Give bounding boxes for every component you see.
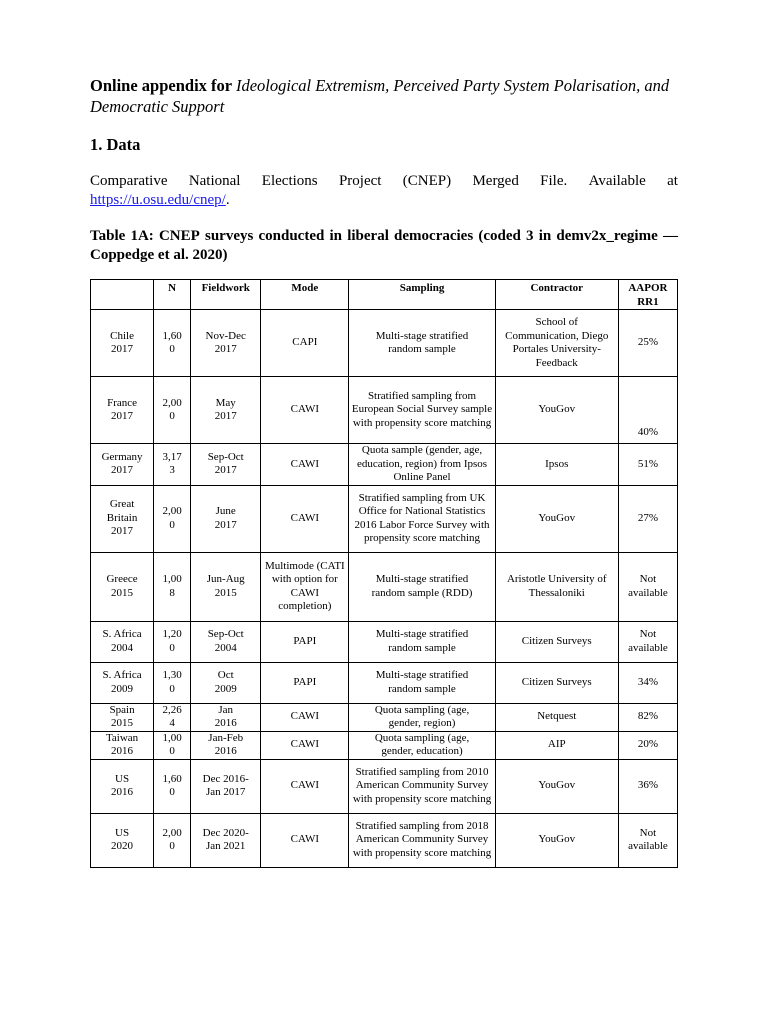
table-row <box>91 310 678 377</box>
cell-country: France 2017 <box>91 377 154 444</box>
table-caption <box>90 227 678 265</box>
cell-aapor: 25% <box>618 310 677 377</box>
cell-contractor: Ipsos <box>495 444 618 486</box>
header-contractor: Contractor <box>495 280 618 310</box>
cell-sampling: Multi-stage stratified random sample <box>349 621 495 662</box>
cell-country: US 2016 <box>91 759 154 813</box>
cell-mode: PAPI <box>261 662 349 703</box>
cell-contractor: YouGov <box>495 377 618 444</box>
cell-fieldwork: Sep-Oct 2017 <box>191 444 261 486</box>
cell-country: Greece 2015 <box>91 552 154 621</box>
data-source-word: at <box>667 173 678 189</box>
table-row <box>91 377 678 444</box>
caption-word: surveys <box>204 228 254 244</box>
cell-fieldwork: Jan-Feb 2016 <box>191 731 261 759</box>
section-heading: 1. Data <box>90 135 141 154</box>
table-row <box>91 662 678 703</box>
header-mode: Mode <box>261 280 349 310</box>
cell-aapor: 36% <box>618 759 677 813</box>
cell-sampling: Multi-stage stratified random sample <box>349 662 495 703</box>
cell-sampling: Stratified sampling from 2018 American Community Survey with propensity score matching <box>349 813 495 867</box>
caption-word: 3 <box>526 228 534 244</box>
link-trailing-period: . <box>225 192 230 208</box>
cell-aapor: Not available <box>618 621 677 662</box>
cell-mode: Multimode (CATI with option for CAWI completion) <box>261 552 349 621</box>
table-row <box>91 552 678 621</box>
cell-sampling: Multi-stage stratified random sample (RDD) <box>349 552 495 621</box>
cell-contractor: Aristotle University of Thessaloniki <box>495 552 618 621</box>
data-source-word: File. <box>540 173 568 189</box>
cell-sampling: Stratified sampling from 2010 American Community Survey with propensity score matching <box>349 759 495 813</box>
appendix-title <box>90 75 678 117</box>
header-n: N <box>154 280 191 310</box>
caption-word: in <box>538 228 552 244</box>
header-aapor: AAPOR RR1 <box>618 280 677 310</box>
caption-word: liberal <box>347 228 389 244</box>
header-country <box>91 280 154 310</box>
caption-word: democracies <box>394 228 474 244</box>
cell-fieldwork: Sep-Oct 2004 <box>191 621 261 662</box>
cell-contractor: YouGov <box>495 485 618 552</box>
caption-word: 1A: <box>130 228 154 244</box>
caption-word: in <box>329 228 343 244</box>
cell-aapor: 51% <box>618 444 677 486</box>
cell-n: 3,17 3 <box>154 444 191 486</box>
cell-fieldwork: Oct 2009 <box>191 662 261 703</box>
cell-aapor: 40% <box>618 377 677 444</box>
data-source-word: National <box>188 173 241 189</box>
data-source-word: Elections <box>261 173 318 189</box>
cell-mode: CAWI <box>261 759 349 813</box>
cell-country: US 2020 <box>91 813 154 867</box>
cell-fieldwork: June 2017 <box>191 485 261 552</box>
cell-contractor: Citizen Surveys <box>495 621 618 662</box>
cell-contractor: YouGov <box>495 759 618 813</box>
table-caption-line1 <box>90 227 678 246</box>
cell-n: 1,20 0 <box>154 621 191 662</box>
cell-sampling: Quota sample (gender, age, education, region) from Ipsos Online Panel <box>349 444 495 486</box>
cell-aapor: Not available <box>618 813 677 867</box>
cell-n: 2,26 4 <box>154 703 191 731</box>
cnep-link[interactable]: https://u.osu.edu/cnep/ <box>90 192 226 208</box>
cell-mode: CAWI <box>261 377 349 444</box>
cell-mode: PAPI <box>261 621 349 662</box>
data-source-word: Available <box>588 173 646 189</box>
cell-n: 2,00 0 <box>154 813 191 867</box>
data-source-line1 <box>90 172 678 191</box>
cell-country: S. Africa 2004 <box>91 621 154 662</box>
title-bold-prefix: Online appendix for <box>90 76 236 95</box>
cell-fieldwork: May 2017 <box>191 377 261 444</box>
cell-country: Taiwan 2016 <box>91 731 154 759</box>
table-row <box>91 444 678 486</box>
cell-n: 1,00 0 <box>154 731 191 759</box>
cell-fieldwork: Jan 2016 <box>191 703 261 731</box>
cell-n: 2,00 0 <box>154 377 191 444</box>
cell-country: Chile 2017 <box>91 310 154 377</box>
data-source-word: Merged <box>472 173 519 189</box>
cell-fieldwork: Nov-Dec 2017 <box>191 310 261 377</box>
cell-n: 1,60 0 <box>154 310 191 377</box>
cell-mode: CAPI <box>261 310 349 377</box>
table-row <box>91 621 678 662</box>
caption-word: (coded <box>478 228 521 244</box>
caption-word: CNEP <box>158 228 200 244</box>
cell-n: 2,00 0 <box>154 485 191 552</box>
cell-contractor: Netquest <box>495 703 618 731</box>
cell-mode: CAWI <box>261 444 349 486</box>
cell-aapor: 82% <box>618 703 677 731</box>
cell-aapor: 20% <box>618 731 677 759</box>
cell-fieldwork: Dec 2016- Jan 2017 <box>191 759 261 813</box>
cell-sampling: Stratified sampling from European Social Survey sample with propensity score matching <box>349 377 495 444</box>
cell-n: 1,30 0 <box>154 662 191 703</box>
cell-contractor: AIP <box>495 731 618 759</box>
table-body <box>91 310 678 868</box>
cell-mode: CAWI <box>261 813 349 867</box>
cell-country: Germany 2017 <box>91 444 154 486</box>
data-source-paragraph <box>90 172 678 210</box>
cell-fieldwork: Dec 2020- Jan 2021 <box>191 813 261 867</box>
cell-fieldwork: Jun-Aug 2015 <box>191 552 261 621</box>
cell-sampling: Quota sampling (age, gender, region) <box>349 703 495 731</box>
cell-contractor: Citizen Surveys <box>495 662 618 703</box>
data-source-word: Comparative <box>90 173 168 189</box>
cell-n: 1,00 8 <box>154 552 191 621</box>
cell-mode: CAWI <box>261 731 349 759</box>
cell-country: Great Britain 2017 <box>91 485 154 552</box>
header-sampling: Sampling <box>349 280 495 310</box>
header-fieldwork: Fieldwork <box>191 280 261 310</box>
cell-aapor: Not available <box>618 552 677 621</box>
cell-sampling: Stratified sampling from UK Office for National Statistics 2016 Labor Force Survey with propensity score matching <box>349 485 495 552</box>
cell-mode: CAWI <box>261 485 349 552</box>
table-row <box>91 703 678 731</box>
cell-mode: CAWI <box>261 703 349 731</box>
cell-contractor: School of Communication, Diego Portales University-Feedback <box>495 310 618 377</box>
cell-aapor: 27% <box>618 485 677 552</box>
cell-country: Spain 2015 <box>91 703 154 731</box>
caption-word: Table <box>90 228 126 244</box>
data-source-line2 <box>90 191 678 210</box>
table-header-row <box>91 280 678 310</box>
table-row <box>91 731 678 759</box>
data-source-word: (CNEP) <box>402 173 452 189</box>
table-row <box>91 813 678 867</box>
caption-word: — <box>662 228 678 244</box>
cell-aapor: 34% <box>618 662 677 703</box>
cell-country: S. Africa 2009 <box>91 662 154 703</box>
table-row <box>91 485 678 552</box>
cell-sampling: Quota sampling (age, gender, education) <box>349 731 495 759</box>
cell-sampling: Multi-stage stratified random sample <box>349 310 495 377</box>
caption-word: conducted <box>258 228 325 244</box>
cnep-surveys-table <box>90 279 678 868</box>
cell-n: 1,60 0 <box>154 759 191 813</box>
caption-word: demv2x_regime <box>556 228 658 244</box>
table-caption-line2: Coppedge et al. 2020) <box>90 247 228 263</box>
data-source-word: Project <box>338 173 382 189</box>
cell-contractor: YouGov <box>495 813 618 867</box>
table-row <box>91 759 678 813</box>
title-italic-paper-name: Ideological Extremism, Perceived Party System Polarisation, and Democratic Support <box>90 76 670 116</box>
